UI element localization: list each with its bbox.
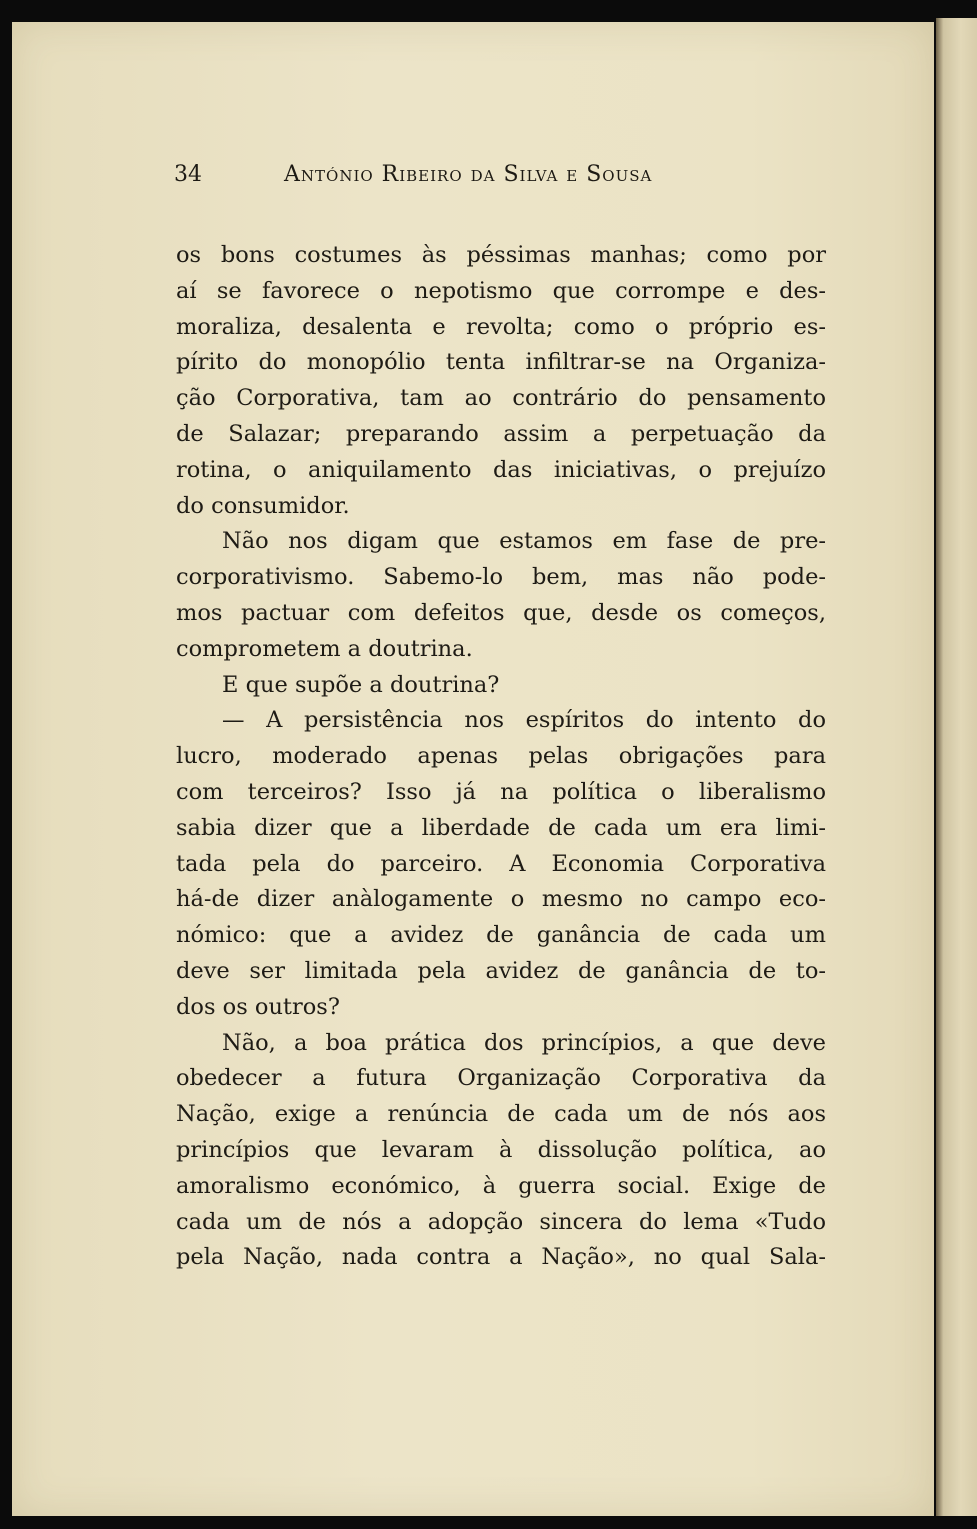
text-line: amoralismo económico, à guerra social. Exige de [176, 1172, 826, 1199]
text-line: princípios que levaram à dissolução política, ao [176, 1136, 826, 1163]
text-line: lucro, moderado apenas pelas obrigações para [176, 743, 826, 770]
facing-page-edge [936, 18, 977, 1516]
text-line: Não, a boa prática dos princípios, a que deve [222, 1029, 826, 1056]
running-head-author: António Ribeiro da Silva e Sousa [284, 162, 653, 187]
text-line: rotina, o aniquilamento das iniciativas, o prejuízo [176, 456, 826, 483]
text-line: ção Corporativa, tam ao contrário do pensamento [176, 385, 826, 412]
text-line: cada um de nós a adopção sincera do lema «Tudo [176, 1208, 826, 1235]
page-header [174, 162, 714, 192]
text-line: Não nos digam que estamos em fase de pre- [222, 528, 826, 555]
text-line: pírito do monopólio tenta infiltrar-se na Organiza- [176, 349, 826, 376]
text-line: com terceiros? Isso já na política o liberalismo [176, 778, 826, 805]
text-line: comprometem a doutrina. [176, 635, 473, 662]
text-line: Nação, exige a renúncia de cada um de nós aos [176, 1101, 826, 1128]
text-line: aí se favorece o nepotismo que corrompe e des- [176, 277, 826, 304]
text-line: obedecer a futura Organização Corporativa da [176, 1065, 826, 1092]
text-line: os bons costumes às péssimas manhas; como por [176, 242, 826, 268]
text-line: E que supõe a doutrina? [222, 671, 500, 698]
text-line: corporativismo. Sabemo-lo bem, mas não pode- [176, 564, 826, 591]
text-line: de Salazar; preparando assim a perpetuação da [176, 420, 826, 447]
text-line: tada pela do parceiro. A Economia Corporativa [176, 850, 826, 877]
text-line: sabia dizer que a liberdade de cada um era limi- [176, 814, 826, 841]
text-line: moraliza, desalenta e revolta; como o próprio es- [176, 313, 826, 340]
page-number: 34 [174, 162, 202, 187]
body-text [176, 238, 826, 1276]
text-line: deve ser limitada pela avidez de ganância de to- [176, 957, 826, 984]
text-line: há-de dizer anàlogamente o mesmo no campo eco- [176, 886, 826, 913]
text-line: nómico: que a avidez de ganância de cada um [176, 922, 826, 949]
text-line: mos pactuar com defeitos que, desde os começos, [176, 599, 826, 626]
text-line: do consumidor. [176, 492, 350, 519]
text-line: dos os outros? [176, 993, 340, 1020]
text-line: — A persistência nos espíritos do intento do [222, 707, 826, 734]
text-line: pela Nação, nada contra a Nação», no qual Sala- [176, 1244, 826, 1271]
